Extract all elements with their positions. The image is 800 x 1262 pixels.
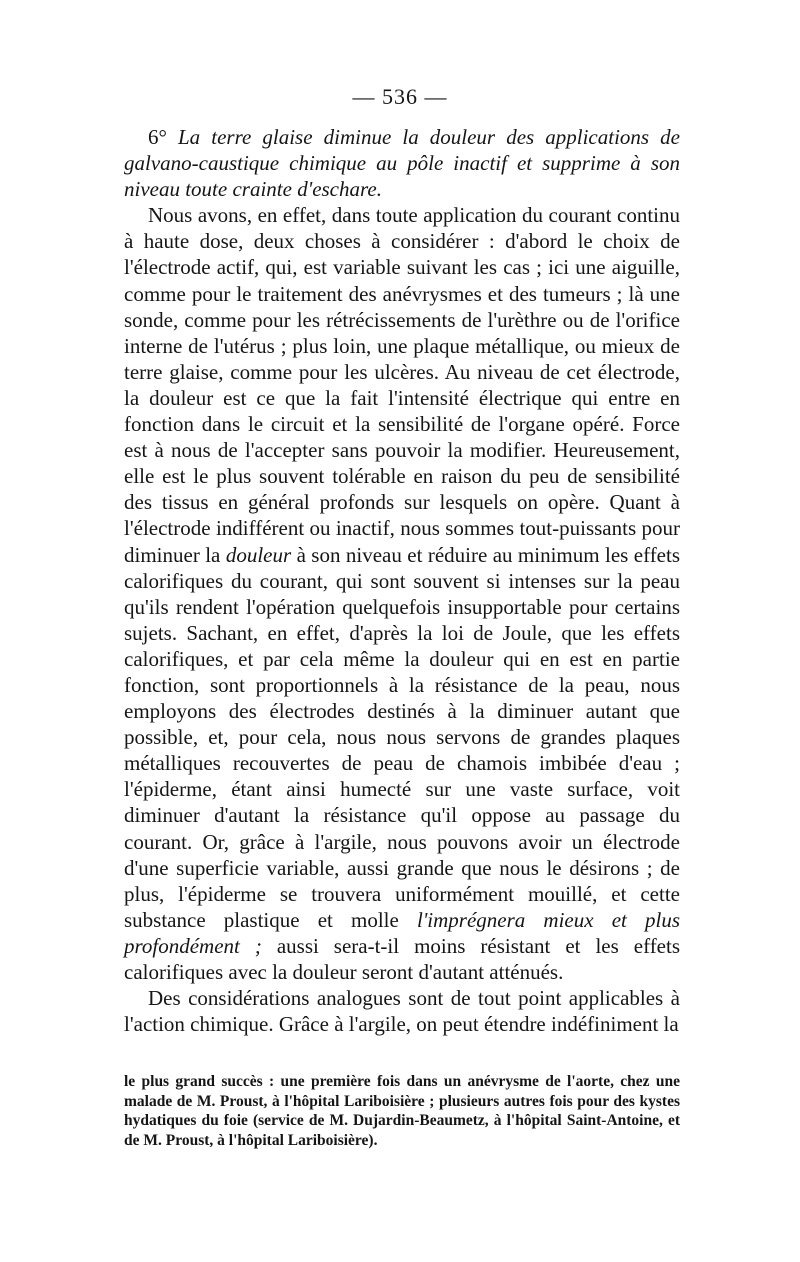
paragraph-1-emphasis-douleur: douleur — [225, 542, 292, 567]
paragraph-2: Des considérations analogues sont de tout point applicables à l'action chimique. Grâce à l'argile, on peut étendre indéfiniment la — [124, 986, 680, 1037]
body-text — [124, 124, 680, 1037]
section-title: La terre glaise diminue la douleur des applications de galvano-caustique chimique au pôle inactif et supprime à son niveau toute crainte d'eschare. — [124, 125, 680, 202]
section-heading — [124, 124, 680, 202]
paragraph-1-part-b: à son niveau et réduire au minimum les effets calorifiques du courant, qui sont souvent si intenses sur la peau qu'ils rendent l'opération quelquefois insupportable pour certains sujets. Sachant, en effet, d'après la loi de Joule, que les effets calorifiques, et par cela même la douleur qui en est en partie fonction, sont proportionnels à la résistance de la peau, nous employons des électrodes destinés à la diminuer autant que possible, et, pour cela, nous nous servons de grandes plaques métalliques recouvertes de peau de chamois imbibée d'eau ; l'épiderme, étant ainsi humecté sur une vaste surface, voit diminuer d'autant la résistance qu'il oppose au passage du courant. Or, grâce à l'argile, nous pouvons avoir un électrode d'une superficie variable, aussi grande que nous le désirons ; de plus, l'épiderme se trouvera uniformément mouillé, et cette substance plastique et molle — [124, 542, 681, 932]
page-number: — 536 — — [352, 84, 448, 109]
paragraph-1 — [124, 202, 680, 985]
paragraph-1-part-a: Nous avons, en effet, dans toute application du courant continu à haute dose, deux choses à considérer : d'abord le choix de l'électrode actif, qui, est variable suivant les cas ; ici une aiguille, comme pour le traitement des anévrysmes et des tumeurs ; là une sonde, comme pour les rétrécissements de l'urèthre ou de l'orifice interne de l'utérus ; plus loin, une plaque métallique, ou mieux de terre glaise, comme pour les ulcères. Au niveau de cet électrode, la douleur est ce que la fait l'intensité électrique qui entre en fonction dans le circuit et la sensibilité de l'organe opéré. Force est à nous de l'accepter sans pouvoir la modifier. Heureusement, elle est le plus souvent tolérable en raison du peu de sensibilité des tissus en général profonds sur lesquels on opère. Quant à l'électrode indifférent ou inactif, nous sommes tout-puissants pour diminuer la — [124, 203, 680, 567]
section-number: 6° — [148, 125, 167, 149]
footnote — [124, 1072, 680, 1150]
paragraph-1-emphasis-impregnera: l'imprégnera mieux et plus profondément ; — [124, 907, 680, 958]
paragraph-1-part-c: aussi sera-t-il moins résistant et les effets calorifiques avec la douleur seront d'autant atténués. — [124, 933, 681, 984]
footnote-text: le plus grand succès : une première fois dans un anévrysme de l'aorte, chez une malade de M. Proust, à l'hôpital Lariboisière ; plusieurs autres fois pour des kystes hydatiques du foie (service de M. Dujardin-Beaumetz, à l'hôpital Saint-Antoine, et de M. Proust, à l'hôpital Lariboisière). — [124, 1073, 680, 1149]
